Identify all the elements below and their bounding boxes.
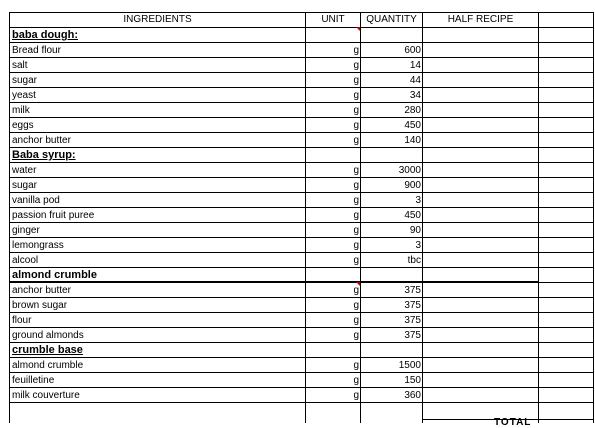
grid-vline: [422, 12, 423, 423]
quantity-cell[interactable]: 90: [409, 225, 421, 236]
quantity-cell[interactable]: 1500: [398, 360, 421, 371]
quantity-cell[interactable]: 44: [409, 75, 421, 86]
unit-cell[interactable]: g: [353, 180, 359, 191]
ingredient-name[interactable]: ginger: [12, 225, 40, 236]
quantity-cell[interactable]: 280: [404, 105, 421, 116]
unit-cell[interactable]: g: [353, 120, 359, 131]
unit-cell[interactable]: g: [353, 255, 359, 266]
ingredient-name[interactable]: salt: [12, 60, 28, 71]
unit-cell[interactable]: g: [353, 135, 359, 146]
quantity-cell[interactable]: 3000: [398, 165, 421, 176]
unit-cell[interactable]: g: [353, 105, 359, 116]
header-ingredients[interactable]: INGREDIENTS: [123, 14, 192, 25]
quantity-cell[interactable]: 3: [415, 195, 421, 206]
ingredient-name[interactable]: yeast: [12, 90, 36, 101]
unit-cell[interactable]: g: [353, 285, 359, 296]
comment-marker-icon[interactable]: [356, 27, 360, 31]
quantity-cell[interactable]: 600: [404, 45, 421, 56]
quantity-cell[interactable]: 3: [415, 240, 421, 251]
ingredient-name[interactable]: milk: [12, 105, 30, 116]
unit-cell[interactable]: g: [353, 375, 359, 386]
ingredient-name[interactable]: water: [12, 165, 37, 176]
quantity-cell[interactable]: 375: [404, 300, 421, 311]
quantity-cell[interactable]: 375: [404, 315, 421, 326]
ingredient-name[interactable]: lemongrass: [12, 240, 64, 251]
unit-cell[interactable]: g: [353, 360, 359, 371]
ingredient-name[interactable]: sugar: [12, 180, 38, 191]
comment-marker-icon[interactable]: [356, 282, 360, 286]
grid-hline: [9, 281, 539, 282]
unit-cell[interactable]: g: [353, 195, 359, 206]
ingredient-name[interactable]: passion fruit puree: [12, 210, 95, 221]
header-unit[interactable]: UNIT: [321, 14, 345, 25]
unit-cell[interactable]: g: [353, 210, 359, 221]
ingredient-name[interactable]: Bread flour: [12, 45, 61, 56]
unit-cell[interactable]: g: [353, 45, 359, 56]
quantity-cell[interactable]: 150: [404, 375, 421, 386]
unit-cell[interactable]: g: [353, 90, 359, 101]
ingredient-name[interactable]: anchor butter: [12, 135, 71, 146]
section-heading[interactable]: baba dough:: [12, 29, 78, 41]
ingredient-name[interactable]: almond crumble: [12, 360, 84, 371]
quantity-cell[interactable]: 450: [404, 120, 421, 131]
section-heading[interactable]: Baba syrup:: [12, 149, 76, 161]
unit-cell[interactable]: g: [353, 330, 359, 341]
section-heading[interactable]: almond crumble: [12, 269, 97, 281]
ingredient-name[interactable]: feuilletine: [12, 375, 55, 386]
header-half-recipe[interactable]: HALF RECIPE: [447, 14, 514, 25]
ingredient-name[interactable]: milk couverture: [12, 390, 80, 401]
quantity-cell[interactable]: 360: [404, 390, 421, 401]
unit-cell[interactable]: g: [353, 60, 359, 71]
grid-vline: [593, 12, 594, 423]
header-quantity[interactable]: QUANTITY: [366, 14, 417, 25]
ingredient-name[interactable]: alcool: [12, 255, 39, 266]
unit-cell[interactable]: g: [353, 75, 359, 86]
quantity-cell[interactable]: 140: [404, 135, 421, 146]
unit-cell[interactable]: g: [353, 390, 359, 401]
total-label: TOTAL: [494, 417, 532, 428]
unit-cell[interactable]: g: [353, 165, 359, 176]
ingredient-name[interactable]: ground almonds: [12, 330, 84, 341]
ingredient-name[interactable]: eggs: [12, 120, 34, 131]
section-heading[interactable]: crumble base: [12, 344, 83, 356]
ingredient-name[interactable]: [12, 403, 304, 418]
unit-cell[interactable]: g: [353, 225, 359, 236]
quantity-cell[interactable]: 450: [404, 210, 421, 221]
quantity-cell[interactable]: 900: [404, 180, 421, 191]
unit-cell[interactable]: g: [353, 240, 359, 251]
grid-vline: [538, 12, 539, 423]
quantity-cell[interactable]: 375: [404, 285, 421, 296]
unit-cell[interactable]: g: [353, 315, 359, 326]
ingredient-name[interactable]: brown sugar: [12, 300, 68, 311]
ingredient-name[interactable]: anchor butter: [12, 285, 71, 296]
quantity-cell[interactable]: 34: [409, 90, 421, 101]
ingredient-name[interactable]: vanilla pod: [12, 195, 60, 206]
grid-vline: [9, 12, 10, 423]
ingredient-name[interactable]: sugar: [12, 75, 38, 86]
quantity-cell[interactable]: 14: [409, 60, 421, 71]
unit-cell[interactable]: g: [353, 300, 359, 311]
ingredient-name[interactable]: flour: [12, 315, 32, 326]
quantity-cell[interactable]: tbc: [407, 255, 421, 266]
quantity-cell[interactable]: 375: [404, 330, 421, 341]
